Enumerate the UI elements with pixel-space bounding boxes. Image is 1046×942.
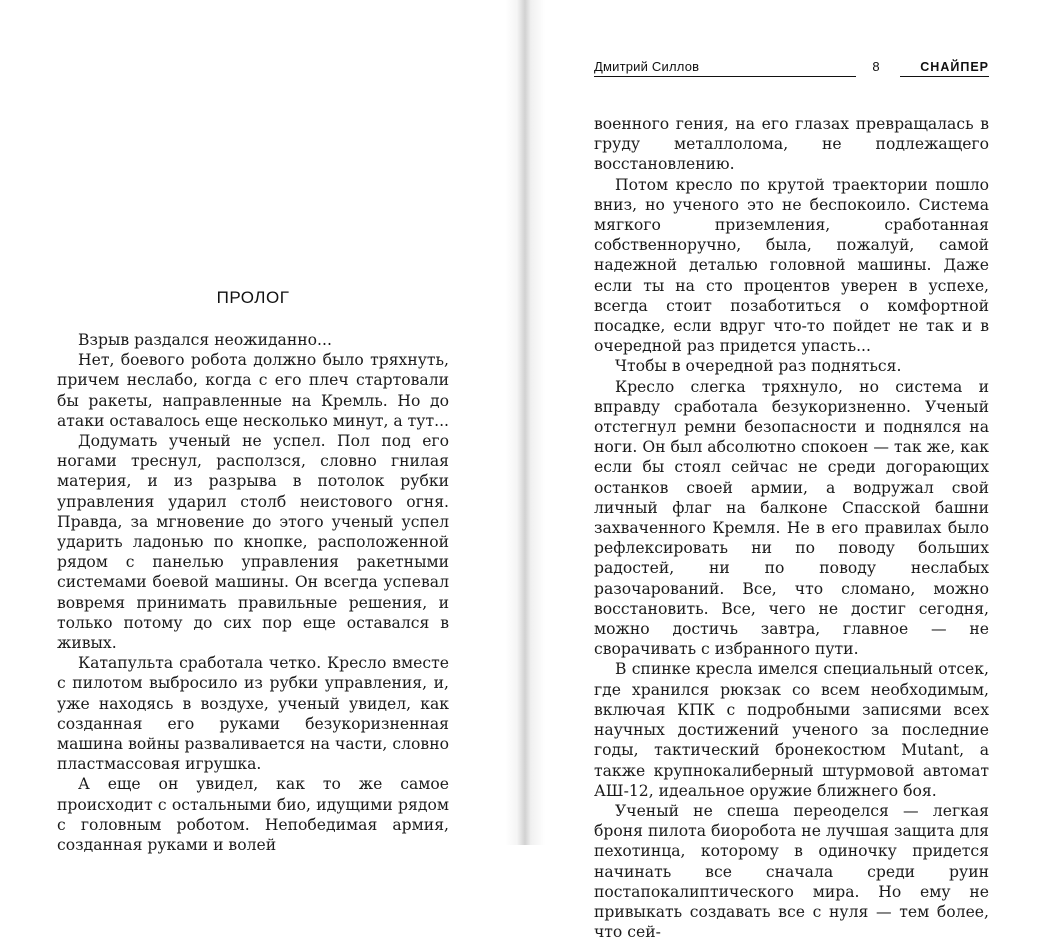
paragraph: А еще он увидел, как то же самое происходит с остальными био, идущими рядом с головным роботом. Непобедимая армия, созданная руками и волей [57,775,449,855]
running-head-book-title: СНАЙПЕР [900,58,989,77]
running-head [594,58,989,78]
paragraph: В спинке кресла имелся специальный отсек, где хранился рюкзак со всем необходимым, включая КПК с подробными записями всех научных достижений ученого за последние годы, тактический бронекостюм Mutant, а также крупнокалиберный штурмовой автомат АШ-12, идеальное оружие ближнего боя. [594,660,989,800]
chapter-title: ПРОЛОГ [216,288,290,307]
right-page-body [594,114,989,942]
paragraph: Нет, боевого робота должно было тряхнуть, причем неслабо, когда с его плеч стартовали бы ракеты, направленные на Кремль. Но до атаки оставалось еще несколько минут, а тут... [57,351,449,430]
running-head-author: Дмитрий Силлов [594,58,856,77]
right-page [521,0,1046,942]
paragraph: Катапульта сработала четко. Кресло вместе с пилотом выбросило из рубки управления, и, уже находясь в воздухе, ученый увидел, как созданная его руками безукоризненная машина войны разваливается на части, словно пластмассовая игрушка. [57,654,449,774]
paragraph: Взрыв раздался неожиданно... [78,331,332,349]
left-page [0,0,521,855]
paragraph: Ученый не спеша переоделся — легкая броня пилота биоробота не лучшая защита для пехотинца, которому в одиночку придется начинать все сначала среди руин постапокалиптического мира. Но ему не привыкать создавать все с нуля — тем более, что сей- [594,801,989,942]
left-page-body [57,330,449,855]
paragraph: Потом кресло по крутой траектории пошло вниз, но ученого это не беспокоило. Система мягкого приземления, сработанная собственноручно, была, пожалуй, самой надежной деталью головной машины. Даже если ты на сто процентов уверен в успехе, всегда стоит позаботиться о комфортной посадке, если вдруг что-то пойдет не так и в очередной раз придется упасть... [594,175,989,356]
paragraph: Додумать ученый не успел. Пол под его ногами треснул, расползся, словно гнилая материя, и из разрыва в потолок рубки управления ударил столб неистового огня. Правда, за мгновение до этого ученый успел ударить ладонью по кнопке, расположенной рядом с панелью управления ракетными системами боевой машины. Он всегда успевал вовремя принимать правильные решения, и только потому до сих пор еще оставался в живых. [57,432,449,653]
paragraph: Чтобы в очередной раз подняться. [615,357,902,376]
paragraph: военного гения, на его глазах превращалась в груду металлолома, не подлежащего восстановлению. [594,115,989,174]
page-number: 8 [872,59,880,74]
paragraph: Кресло слегка тряхнуло, но система и вправду сработала безукоризненно. Ученый отстегнул ремни безопасности и поднялся на ноги. Он был абсолютно спокоен — так же, как если бы стоял сейчас не среди догорающих останков своей армии, а водружал свой личный флаг на балконе Спасской башни захваченного Кремля. Не в его правилах было рефлексировать ни по поводу больших радостей, ни по поводу неслабых разочарований. Все, что сломано, можно восстановить. Все, чего не достиг сегодня, можно достичь завтра, главное — не сворачивать с избранного пути. [594,377,989,659]
